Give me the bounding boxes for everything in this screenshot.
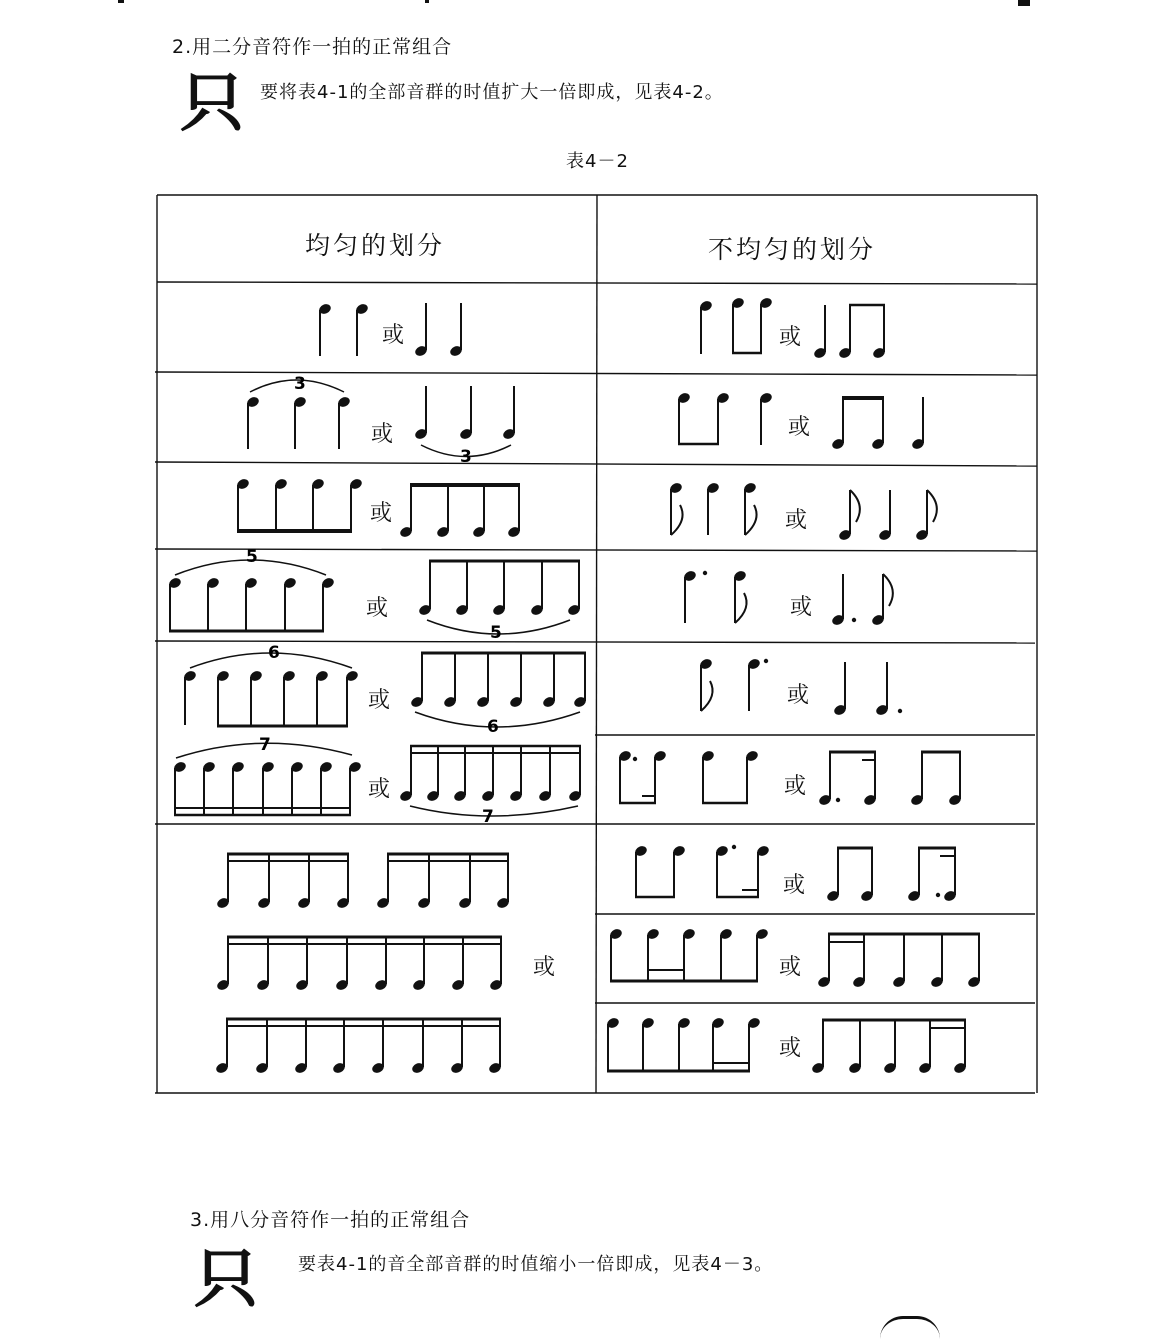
row1-uneven-notation xyxy=(699,296,887,359)
tuplet-7-bottom: 7 xyxy=(482,807,494,827)
or-label-row6-right: 或 xyxy=(784,774,807,799)
or-label-row9-right: 或 xyxy=(779,1036,802,1061)
section-3-intro: 要表4-1的音全部音群的时值缩小一倍即成，见表4－3。 xyxy=(298,1254,774,1275)
row8-uneven-notation xyxy=(609,927,982,988)
or-label-row1-left: 或 xyxy=(382,323,405,348)
or-label-row6-left: 或 xyxy=(368,777,391,802)
table-caption: 表4－2 xyxy=(566,151,629,172)
row5-uneven-notation xyxy=(699,657,903,716)
row2-even-notation xyxy=(246,374,517,467)
row7-even-notation-group1 xyxy=(216,853,511,910)
row7-uneven-notation xyxy=(634,844,958,902)
column-header-even: 均匀的划分 xyxy=(305,231,446,260)
section-3-dropcap: 只 xyxy=(194,1242,258,1317)
or-label-row7-right: 或 xyxy=(783,873,806,898)
or-label-row7-left: 或 xyxy=(533,955,556,980)
row6-even-notation xyxy=(173,735,583,827)
or-label-row1-right: 或 xyxy=(779,325,802,350)
section-2-heading: 2.用二分音符作一拍的正常组合 xyxy=(172,36,453,58)
row4-even-notation xyxy=(168,547,582,643)
or-label-row8-right: 或 xyxy=(779,955,802,980)
row3-uneven-notation xyxy=(669,481,937,541)
tuplet-3-bottom: 3 xyxy=(460,447,472,467)
row2-uneven-notation xyxy=(677,391,926,450)
row7-even-notation-group3 xyxy=(215,1019,503,1075)
tuplet-6-top: 6 xyxy=(268,643,280,663)
tuplet-7-top: 7 xyxy=(259,735,271,755)
or-label-row4-left: 或 xyxy=(366,596,389,621)
or-label-row3-right: 或 xyxy=(785,508,808,533)
row5-even-notation xyxy=(183,643,588,737)
section-3-heading: 3.用八分音符作一拍的正常组合 xyxy=(190,1209,471,1231)
column-header-uneven: 不均匀的划分 xyxy=(708,235,877,264)
or-label-row2-right: 或 xyxy=(788,415,811,440)
tuplet-3-top: 3 xyxy=(294,374,306,394)
section-2-intro: 要将表4-1的全部音群的时值扩大一倍即成，见表4-2。 xyxy=(260,82,724,103)
row7-even-notation-group2 xyxy=(216,937,504,992)
or-label-row5-left: 或 xyxy=(368,688,391,713)
or-label-row5-right: 或 xyxy=(787,683,810,708)
row3-even-notation xyxy=(236,477,522,538)
tuplet-6-bottom: 6 xyxy=(487,717,499,737)
row9-uneven-notation xyxy=(606,1016,968,1074)
tuplet-5-bottom: 5 xyxy=(490,623,502,643)
row4-uneven-notation xyxy=(683,569,893,626)
or-label-row3-left: 或 xyxy=(370,501,393,526)
or-label-row4-right: 或 xyxy=(790,595,813,620)
row1-even-notation xyxy=(318,302,464,357)
tuplet-5-top: 5 xyxy=(246,547,258,567)
row6-uneven-notation xyxy=(618,749,963,806)
or-label-row2-left: 或 xyxy=(371,422,394,447)
section-2-dropcap: 只 xyxy=(180,66,244,141)
